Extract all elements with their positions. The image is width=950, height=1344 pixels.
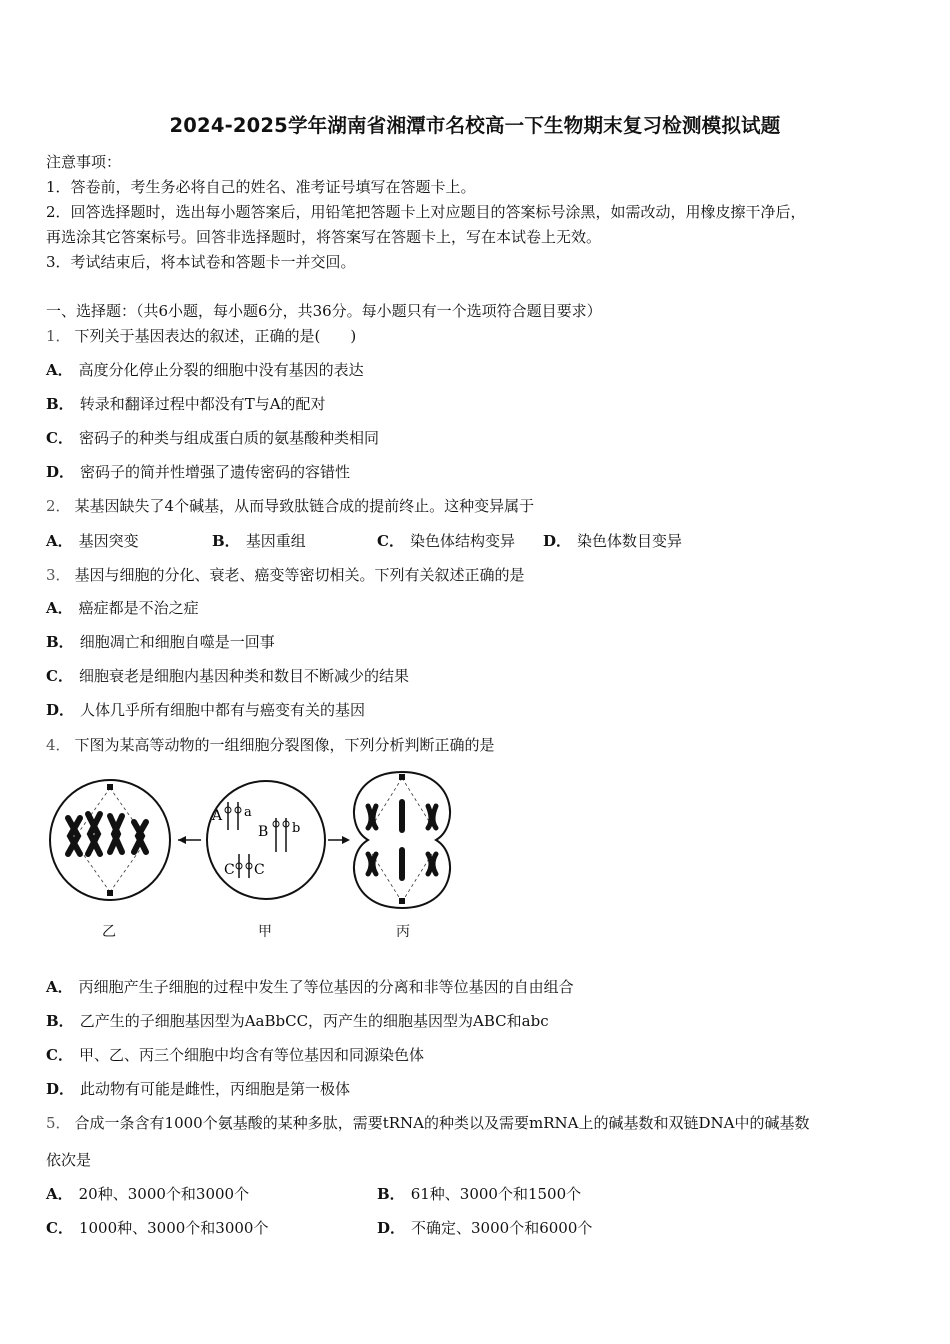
question-4 (46, 735, 495, 755)
option-label: D． (377, 1219, 406, 1237)
q1-option-a (46, 360, 364, 380)
option-label: B． (377, 1185, 405, 1203)
option-label: D． (543, 532, 572, 550)
q4-option-c (46, 1045, 424, 1065)
option-text: 基因重组 (245, 532, 306, 550)
notice-item-2a: 2．回答选择题时，选出每小题答案后，用铅笔把答题卡上对应题目的答案标号涂黑，如需改动，用橡皮擦干净后， (46, 203, 806, 221)
question-stem: 某基因缺失了4个碱基，从而导致肽链合成的提前终止。这种变异属于 (74, 497, 535, 515)
gene-label-A: A (212, 808, 223, 824)
arrow-jia-to-bing (328, 836, 350, 844)
option-label: B． (46, 633, 74, 651)
gene-label-C: C (224, 862, 235, 878)
q2-option-b (212, 531, 306, 551)
q3-option-c (46, 666, 409, 686)
option-label: B． (212, 532, 240, 550)
q2-option-c (377, 531, 515, 551)
option-label: C． (46, 1046, 73, 1064)
option-text: 1000种、3000个和3000个 (78, 1219, 269, 1237)
option-label: C． (46, 1219, 73, 1237)
option-label: A． (46, 361, 73, 379)
page-title: 2024-2025学年湖南省湘潭市名校高一下生物期末复习检测模拟试题 (169, 114, 781, 137)
q4-option-b (46, 1011, 549, 1031)
option-label: A． (46, 532, 73, 550)
option-label: C． (377, 532, 404, 550)
cell-division-diagram (46, 766, 456, 946)
option-label: D． (46, 1080, 75, 1098)
option-text: 癌症都是不治之症 (78, 599, 199, 617)
gene-label-B: B (258, 824, 269, 840)
q1-option-c (46, 428, 379, 448)
option-text: 密码子的种类与组成蛋白质的氨基酸种类相同 (78, 429, 379, 447)
option-text: 高度分化停止分裂的细胞中没有基因的表达 (78, 361, 364, 379)
question-stem: 下列关于基因表达的叙述，正确的是( ) (74, 327, 357, 345)
option-label: D． (46, 701, 75, 719)
q5-option-a (46, 1184, 249, 1204)
gene-label-C2: C (254, 862, 265, 878)
label-yi: 乙 (102, 924, 116, 940)
option-text: 细胞衰老是细胞内基因种类和数目不断减少的结果 (78, 667, 409, 685)
q5-option-d (377, 1218, 592, 1238)
notice-item-2b: 再选涂其它答案标号。回答非选择题时，将答案写在答题卡上，写在本试卷上无效。 (46, 228, 602, 246)
cell-jia (207, 781, 325, 899)
label-bing: 丙 (396, 924, 410, 940)
question-stem: 下图为某高等动物的一组细胞分裂图像，下列分析判断正确的是 (74, 736, 495, 754)
option-text: 甲、乙、丙三个细胞中均含有等位基因和同源染色体 (78, 1046, 424, 1064)
question-number: 1． (46, 327, 71, 345)
option-label: B． (46, 1012, 74, 1030)
q5-option-c (46, 1218, 268, 1238)
option-label: C． (46, 667, 73, 685)
section-heading: 一、选择题：（共6小题，每小题6分，共36分。每小题只有一个选项符合题目要求） (46, 302, 602, 320)
option-text: 染色体结构变异 (409, 532, 515, 550)
question-number: 3． (46, 566, 71, 584)
option-text: 丙细胞产生子细胞的过程中发生了等位基因的分离和非等位基因的自由组合 (78, 978, 574, 996)
q2-option-d (543, 531, 682, 551)
question-stem: 基因与细胞的分化、衰老、癌变等密切相关。下列有关叙述正确的是 (74, 566, 525, 584)
q3-option-b (46, 632, 275, 652)
cell-bing (354, 772, 450, 908)
label-jia: 甲 (258, 924, 272, 940)
option-text: 染色体数目变异 (577, 532, 683, 550)
option-text: 密码子的简并性增强了遗传密码的容错性 (80, 463, 351, 481)
question-1 (46, 326, 356, 346)
option-text: 人体几乎所有细胞中都有与癌变有关的基因 (80, 701, 366, 719)
notice-item-3: 3．考试结束后，将本试卷和答题卡一并交回。 (46, 253, 356, 271)
arrow-jia-to-yi (178, 836, 201, 844)
option-label: C． (46, 429, 73, 447)
question-5 (46, 1113, 809, 1133)
q1-option-b (46, 394, 326, 414)
option-text: 此动物有可能是雌性，丙细胞是第一极体 (80, 1080, 351, 1098)
option-label: A． (46, 1185, 73, 1203)
option-text: 细胞凋亡和细胞自噬是一回事 (79, 633, 275, 651)
q4-option-d (46, 1079, 350, 1099)
option-text: 基因突变 (78, 532, 139, 550)
q3-option-a (46, 598, 199, 618)
option-text: 61种、3000个和1500个 (410, 1185, 582, 1203)
gene-label-b: b (292, 821, 301, 836)
q4-option-a (46, 977, 574, 997)
option-label: A． (46, 599, 73, 617)
q5-option-b (377, 1184, 581, 1204)
option-text: 转录和翻译过程中都没有T与A的配对 (79, 395, 326, 413)
option-text: 乙产生的子细胞基因型为AaBbCC，丙产生的细胞基因型为ABC和abc (79, 1012, 549, 1030)
q3-option-d (46, 700, 365, 720)
q2-option-a (46, 531, 139, 551)
question-number: 2． (46, 497, 71, 515)
option-label: D． (46, 463, 75, 481)
question-3 (46, 565, 525, 585)
cell-division-figure (46, 766, 456, 946)
question-2 (46, 496, 534, 516)
gene-label-a: a (244, 805, 252, 820)
question-stem: 合成一条含有1000个氨基酸的某种多肽，需要tRNA的种类以及需要mRNA上的碱基数和双链DNA中的碱基数 (74, 1114, 810, 1132)
notice-heading: 注意事项： (46, 153, 122, 171)
question-number: 4． (46, 736, 71, 754)
q1-option-d (46, 462, 350, 482)
question-number: 5． (46, 1114, 71, 1132)
question-5-stem-cont: 依次是 (46, 1151, 92, 1169)
notice-item-1: 1．答卷前，考生务必将自己的姓名、准考证号填写在答题卡上。 (46, 178, 476, 196)
cell-yi (50, 780, 170, 900)
option-label: B． (46, 395, 74, 413)
option-label: A． (46, 978, 73, 996)
option-text: 20种、3000个和3000个 (78, 1185, 250, 1203)
option-text: 不确定、3000个和6000个 (411, 1219, 593, 1237)
